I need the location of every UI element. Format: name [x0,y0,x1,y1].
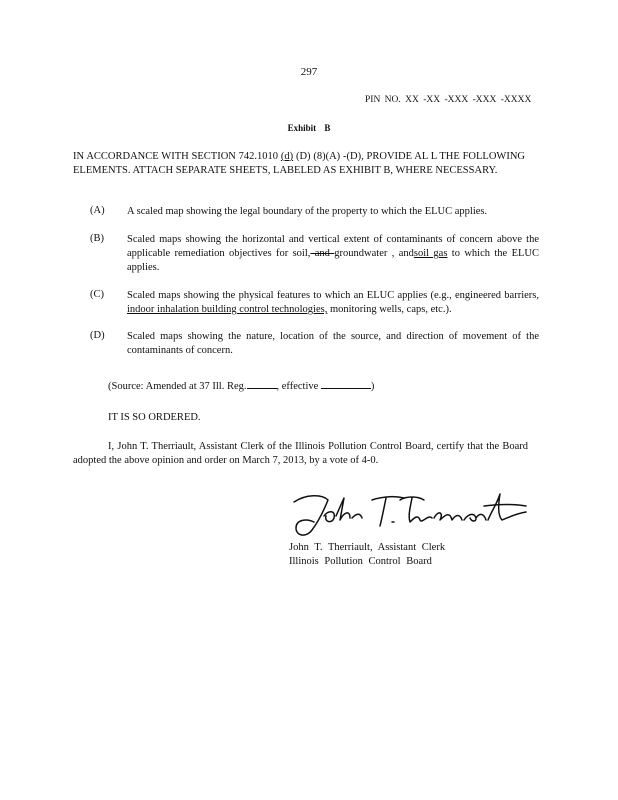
intro-paragraph [73,150,525,177]
handwritten-signature [288,488,528,540]
source-text-2: , effective [276,381,321,392]
item-a-label: (A) [90,205,105,216]
reg-blank-line [247,378,277,389]
item-b-struck-and: and [310,248,335,259]
item-c-inserted-text: indoor inhalation building control technologies, [127,304,328,315]
source-text-1: (Source: Amended at 37 Ill. Reg. [108,381,247,392]
item-c-text-1: Scaled maps showing the physical features to which an ELUC applies (e.g., engineered barriers, [127,290,539,301]
item-b-groundwater: groundwater [334,248,388,259]
item-c-text [127,289,539,317]
item-b-and: , and [387,248,414,259]
item-b-text [127,233,539,275]
item-b-text-end: to which the ELUC applies. [127,248,539,273]
item-c-label: (C) [90,289,104,300]
item-c-text-end: monitoring wells, caps, etc.). [327,304,452,315]
item-d-label: (D) [90,330,105,341]
certification-paragraph: I, John T. Therriault, Assistant Clerk of the Illinois Pollution Control Board, certify that the Board adopted the above opinion and order on March 7, 2013, by a vote of 4-0. [73,441,528,466]
page-number: 297 [300,66,318,78]
item-a-text: A scaled map showing the legal boundary of the property to which the ELUC applies. [127,206,488,217]
intro-text-2: (D) (8)(A) -(D), PROVIDE AL L THE FOLLOWING ELEMENTS. ATTACH SEPARATE SHEETS, LABELED AS EXHIBIT B, WHERE NECESSARY. [73,151,525,176]
intro-text-1: IN ACCORDANCE WITH SECTION 742.1010 [73,151,281,162]
signatory-organization: Illinois Pollution Control Board [289,556,432,567]
exhibit-title: Exhibit B [287,123,331,133]
effective-blank-line [321,378,371,389]
source-text-3: ) [370,381,375,392]
item-b-label: (B) [90,233,104,244]
item-d-text: Scaled maps showing the nature, location of the source, and direction of movement of the contaminants of concern. [127,331,539,356]
intro-deleted-ref: (d) [280,151,294,162]
source-note [108,378,374,392]
item-b-text-1: Scaled maps showing the horizontal and vertical extent of contaminants of concern above the applicable remediation objectives for soil, [127,234,539,259]
pin-number-line: PIN NO. XX -XX -XXX -XXX -XXXX [365,95,532,105]
item-b-soil-gas: soil gas [413,248,448,259]
ordered-line: IT IS SO ORDERED. [108,412,201,423]
signatory-name: John T. Therriault, Assistant Clerk [289,542,446,553]
